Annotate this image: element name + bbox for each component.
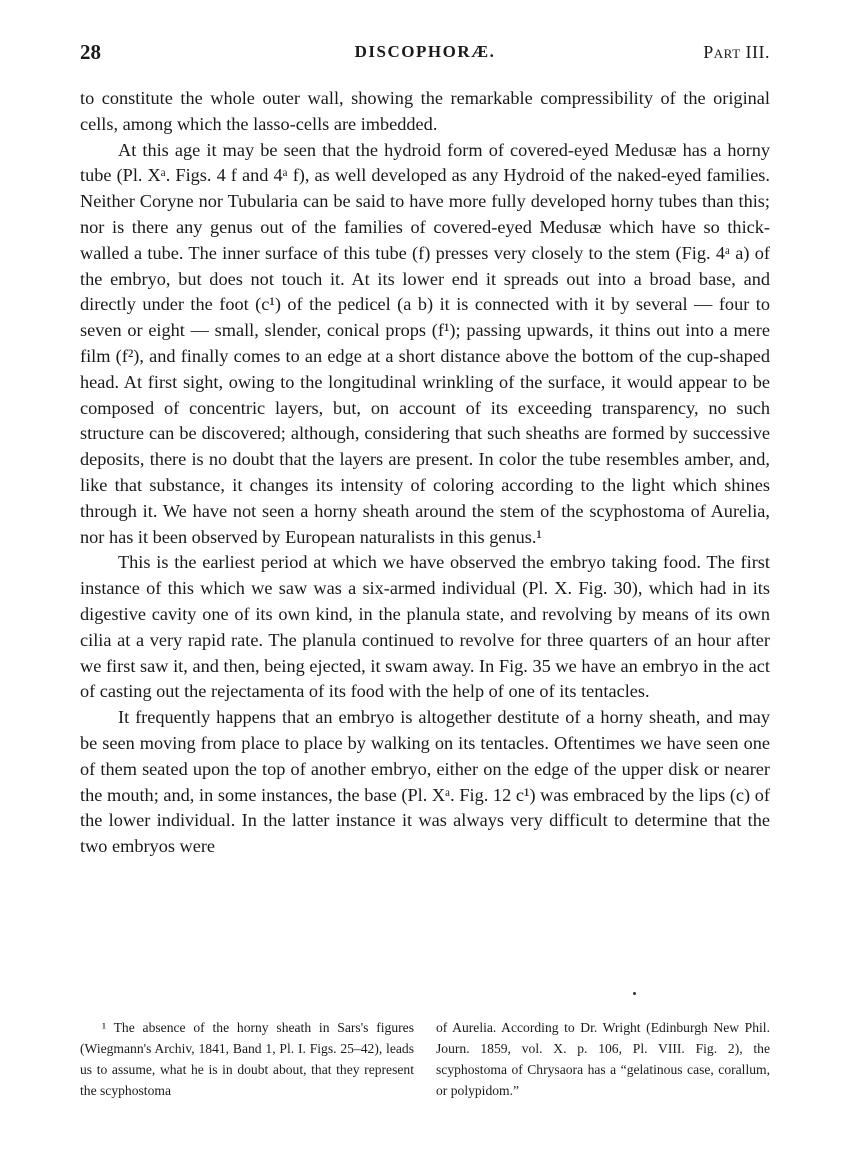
footnote-column-left	[80, 1017, 414, 1101]
page-number: 28	[80, 40, 101, 64]
paragraph-1: to constitute the whole outer wall, showing the remarkable compressibility of the original cells, among which the lasso-cells are imbedded.	[80, 88, 770, 134]
stray-mark	[633, 992, 636, 995]
page-header	[80, 40, 770, 72]
paragraph-3: This is the earliest period at which we have observed the embryo taking food. The first instance of this which we saw was a six-armed individual (Pl. X. Fig. 30), which had in its digestive cavity one of its own kind, in the planula state, and revolving by means of its own cilia at a very rapid rate. The planula continued to revolve for three quarters of an hour after we first saw it, and then, being ejected, it swam away. In Fig. 35 we have an embryo in the act of casting out the rejectamenta of its food with the help of one of its tentacles.	[80, 552, 770, 702]
paragraph-4: It frequently happens that an embryo is altogether destitute of a horny sheath, and may be seen moving from place to place by walking on its tentacles. Oftentimes we have seen one of them seated upon the top of another embryo, either on the edge of the upper disk or nearer the mouth; and, in some instances, the base (Pl. Xᵃ. Fig. 12 c¹) was embraced by the lips (c) of the lower individual. In the latter instance it was always very difficult to determine that the two embryos were	[80, 707, 770, 857]
part-label: Part III.	[703, 42, 770, 62]
paragraph-2: At this age it may be seen that the hydroid form of covered-eyed Medusæ has a horny tube (Pl. Xᵃ. Figs. 4 f and 4ᵃ f), as well developed as any Hydroid of the naked-eyed families. Neither Coryne nor Tubularia can be said to have more fully developed horny tubes than this; nor is there any genus out of the families of covered-eyed Medusæ which have so thick-walled a tube. The inner surface of this tube (f) presses very closely to the stem (Fig. 4ᵃ a) of the embryo, but does not touch it. At its lower end it spreads out into a broad base, and directly under the foot (c¹) of the pedicel (a b) it is connected with it by several — four to seven or eight — small, slender, conical props (f¹); passing upwards, it thins out into a mere film (f²), and finally comes to an edge at a short distance above the bottom of the cup-shaped head. At first sight, owing to the longitudinal wrinkling of the surface, it would appear to be composed of concentric layers, but, on account of its exceeding transparency, no such structure can be discovered; although, considering that such sheaths are formed by successive deposits, there is no doubt that the layers are present. In color the tube resembles amber, and, like that substance, it changes its intensity of coloring according to the light which shines through it. We have not seen a horny sheath around the stem of the scyphostoma of Aurelia, nor has it been observed by European naturalists in this genus.¹	[80, 139, 770, 547]
footnote-text-part-1: ¹ The absence of the horny sheath in Sars's figures (Wiegmann's Archiv, 1841, Band 1, Pl. I. Figs. 25–42), leads us to assume, what he is in doubt about, that they represent the scyphostoma	[80, 1020, 414, 1098]
running-title: DISCOPHORÆ.	[354, 42, 496, 61]
footnote-column-right	[436, 1017, 770, 1101]
footnote	[80, 1017, 770, 1101]
body-text	[80, 86, 770, 860]
footnote-text-part-2: of Aurelia. According to Dr. Wright (Edinburgh New Phil. Journ. 1859, vol. X. p. 106, Pl. VIII. Fig. 2), the scyphostoma of Chrysaora has a “gelatinous case, corallum, or polypidom.”	[436, 1020, 770, 1098]
